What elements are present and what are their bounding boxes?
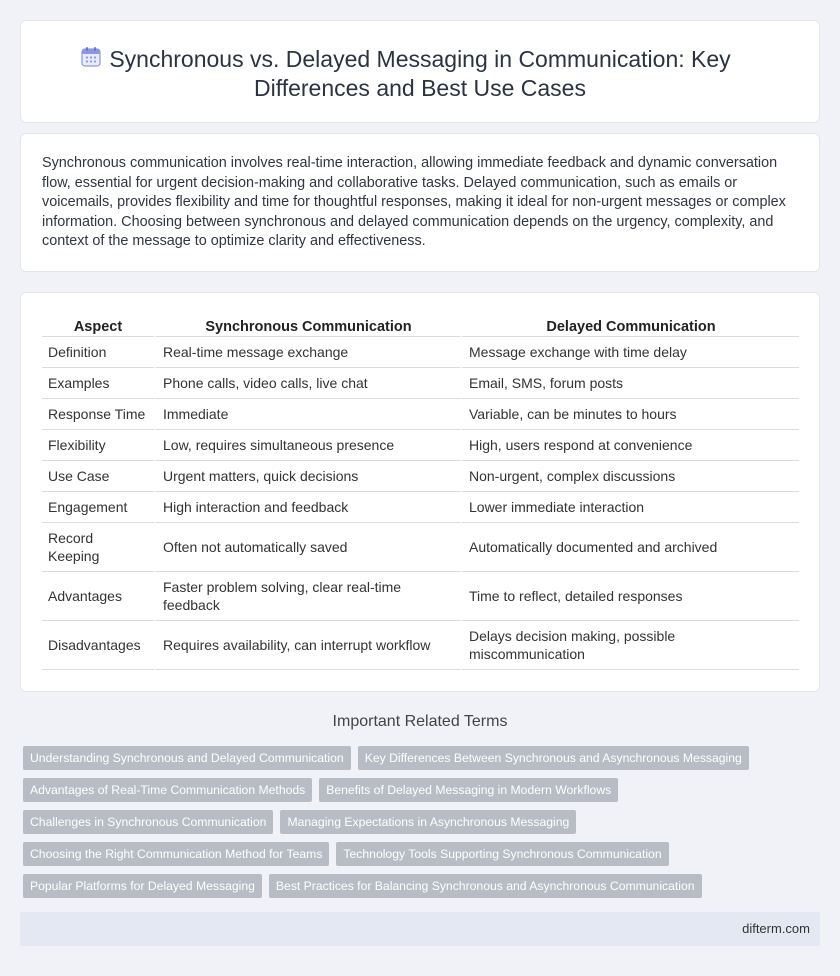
table-row bbox=[42, 523, 799, 572]
synchronous-cell: Low, requires simultaneous presence bbox=[154, 430, 460, 461]
aspect-cell: Definition bbox=[42, 337, 154, 368]
header-aspect: Aspect bbox=[42, 315, 154, 337]
synchronous-cell: Immediate bbox=[154, 399, 460, 430]
aspect-cell: Advantages bbox=[42, 572, 154, 621]
delayed-cell: High, users respond at convenience bbox=[460, 430, 799, 461]
comparison-card bbox=[20, 292, 820, 692]
related-term-tag[interactable]: Managing Expectations in Asynchronous Messaging bbox=[280, 810, 576, 834]
header-card bbox=[20, 20, 820, 123]
tag-row bbox=[23, 746, 749, 770]
table-row bbox=[42, 461, 799, 492]
related-term-tag[interactable]: Technology Tools Supporting Synchronous Communication bbox=[336, 842, 668, 866]
footer bbox=[20, 912, 820, 946]
comparison-table bbox=[42, 315, 799, 670]
aspect-cell: Response Time bbox=[42, 399, 154, 430]
tag-row bbox=[23, 842, 669, 866]
delayed-cell: Time to reflect, detailed responses bbox=[460, 572, 799, 621]
synchronous-cell: Often not automatically saved bbox=[154, 523, 460, 572]
aspect-cell: Flexibility bbox=[42, 430, 154, 461]
related-term-tag[interactable]: Key Differences Between Synchronous and Asynchronous Messaging bbox=[358, 746, 749, 770]
related-term-tag[interactable]: Best Practices for Balancing Synchronous and Asynchronous Communication bbox=[269, 874, 702, 898]
tag-row bbox=[23, 810, 576, 834]
related-term-tag[interactable]: Choosing the Right Communication Method for Teams bbox=[23, 842, 329, 866]
header-synchronous: Synchronous Communication bbox=[154, 315, 460, 337]
related-term-tag[interactable]: Understanding Synchronous and Delayed Communication bbox=[23, 746, 351, 770]
aspect-cell: Engagement bbox=[42, 492, 154, 523]
delayed-cell: Lower immediate interaction bbox=[460, 492, 799, 523]
related-term-tag[interactable]: Advantages of Real-Time Communication Methods bbox=[23, 778, 312, 802]
related-term-tag[interactable]: Popular Platforms for Delayed Messaging bbox=[23, 874, 262, 898]
table-row bbox=[42, 492, 799, 523]
table-row bbox=[42, 368, 799, 399]
table-row bbox=[42, 399, 799, 430]
intro-paragraph: Synchronous communication involves real-time interaction, allowing immediate feedback and dynamic conversation flow, essential for urgent decision-making and collaborative tasks. Delayed communication, such as emails or voicemails, provides flexibility and time for thoughtful responses, making it ideal for non-urgent messages or complex information. Choosing between synchronous and delayed communication depends on the urgency, complexity, and context of the message to optimize clarity and effectiveness. bbox=[42, 155, 786, 250]
intro-card bbox=[20, 133, 820, 272]
aspect-cell: Use Case bbox=[42, 461, 154, 492]
synchronous-cell: Real-time message exchange bbox=[154, 337, 460, 368]
table-header-row bbox=[42, 315, 799, 337]
aspect-cell: Disadvantages bbox=[42, 621, 154, 670]
delayed-cell: Email, SMS, forum posts bbox=[460, 368, 799, 399]
tag-row bbox=[23, 874, 702, 898]
tag-row bbox=[23, 778, 618, 802]
delayed-cell: Delays decision making, possible miscommunication bbox=[460, 621, 799, 670]
related-term-tag[interactable]: Challenges in Synchronous Communication bbox=[23, 810, 273, 834]
synchronous-cell: Urgent matters, quick decisions bbox=[154, 461, 460, 492]
table-row bbox=[42, 430, 799, 461]
header-delayed: Delayed Communication bbox=[460, 315, 799, 337]
related-terms-heading: Important Related Terms bbox=[332, 713, 508, 730]
page-title: Synchronous vs. Delayed Messaging in Communication: Key Differences and Best Use Cases bbox=[109, 46, 731, 101]
delayed-cell: Variable, can be minutes to hours bbox=[460, 399, 799, 430]
delayed-cell: Automatically documented and archived bbox=[460, 523, 799, 572]
table-row bbox=[42, 621, 799, 670]
synchronous-cell: Requires availability, can interrupt workflow bbox=[154, 621, 460, 670]
table-row bbox=[42, 572, 799, 621]
table-row bbox=[42, 337, 799, 368]
aspect-cell: Record Keeping bbox=[42, 523, 154, 572]
delayed-cell: Message exchange with time delay bbox=[460, 337, 799, 368]
related-term-tag[interactable]: Benefits of Delayed Messaging in Modern Workflows bbox=[319, 778, 618, 802]
aspect-cell: Examples bbox=[42, 368, 154, 399]
delayed-cell: Non-urgent, complex discussions bbox=[460, 461, 799, 492]
synchronous-cell: High interaction and feedback bbox=[154, 492, 460, 523]
synchronous-cell: Phone calls, video calls, live chat bbox=[154, 368, 460, 399]
synchronous-cell: Faster problem solving, clear real-time feedback bbox=[154, 572, 460, 621]
site-link[interactable]: difterm.com bbox=[742, 921, 810, 936]
